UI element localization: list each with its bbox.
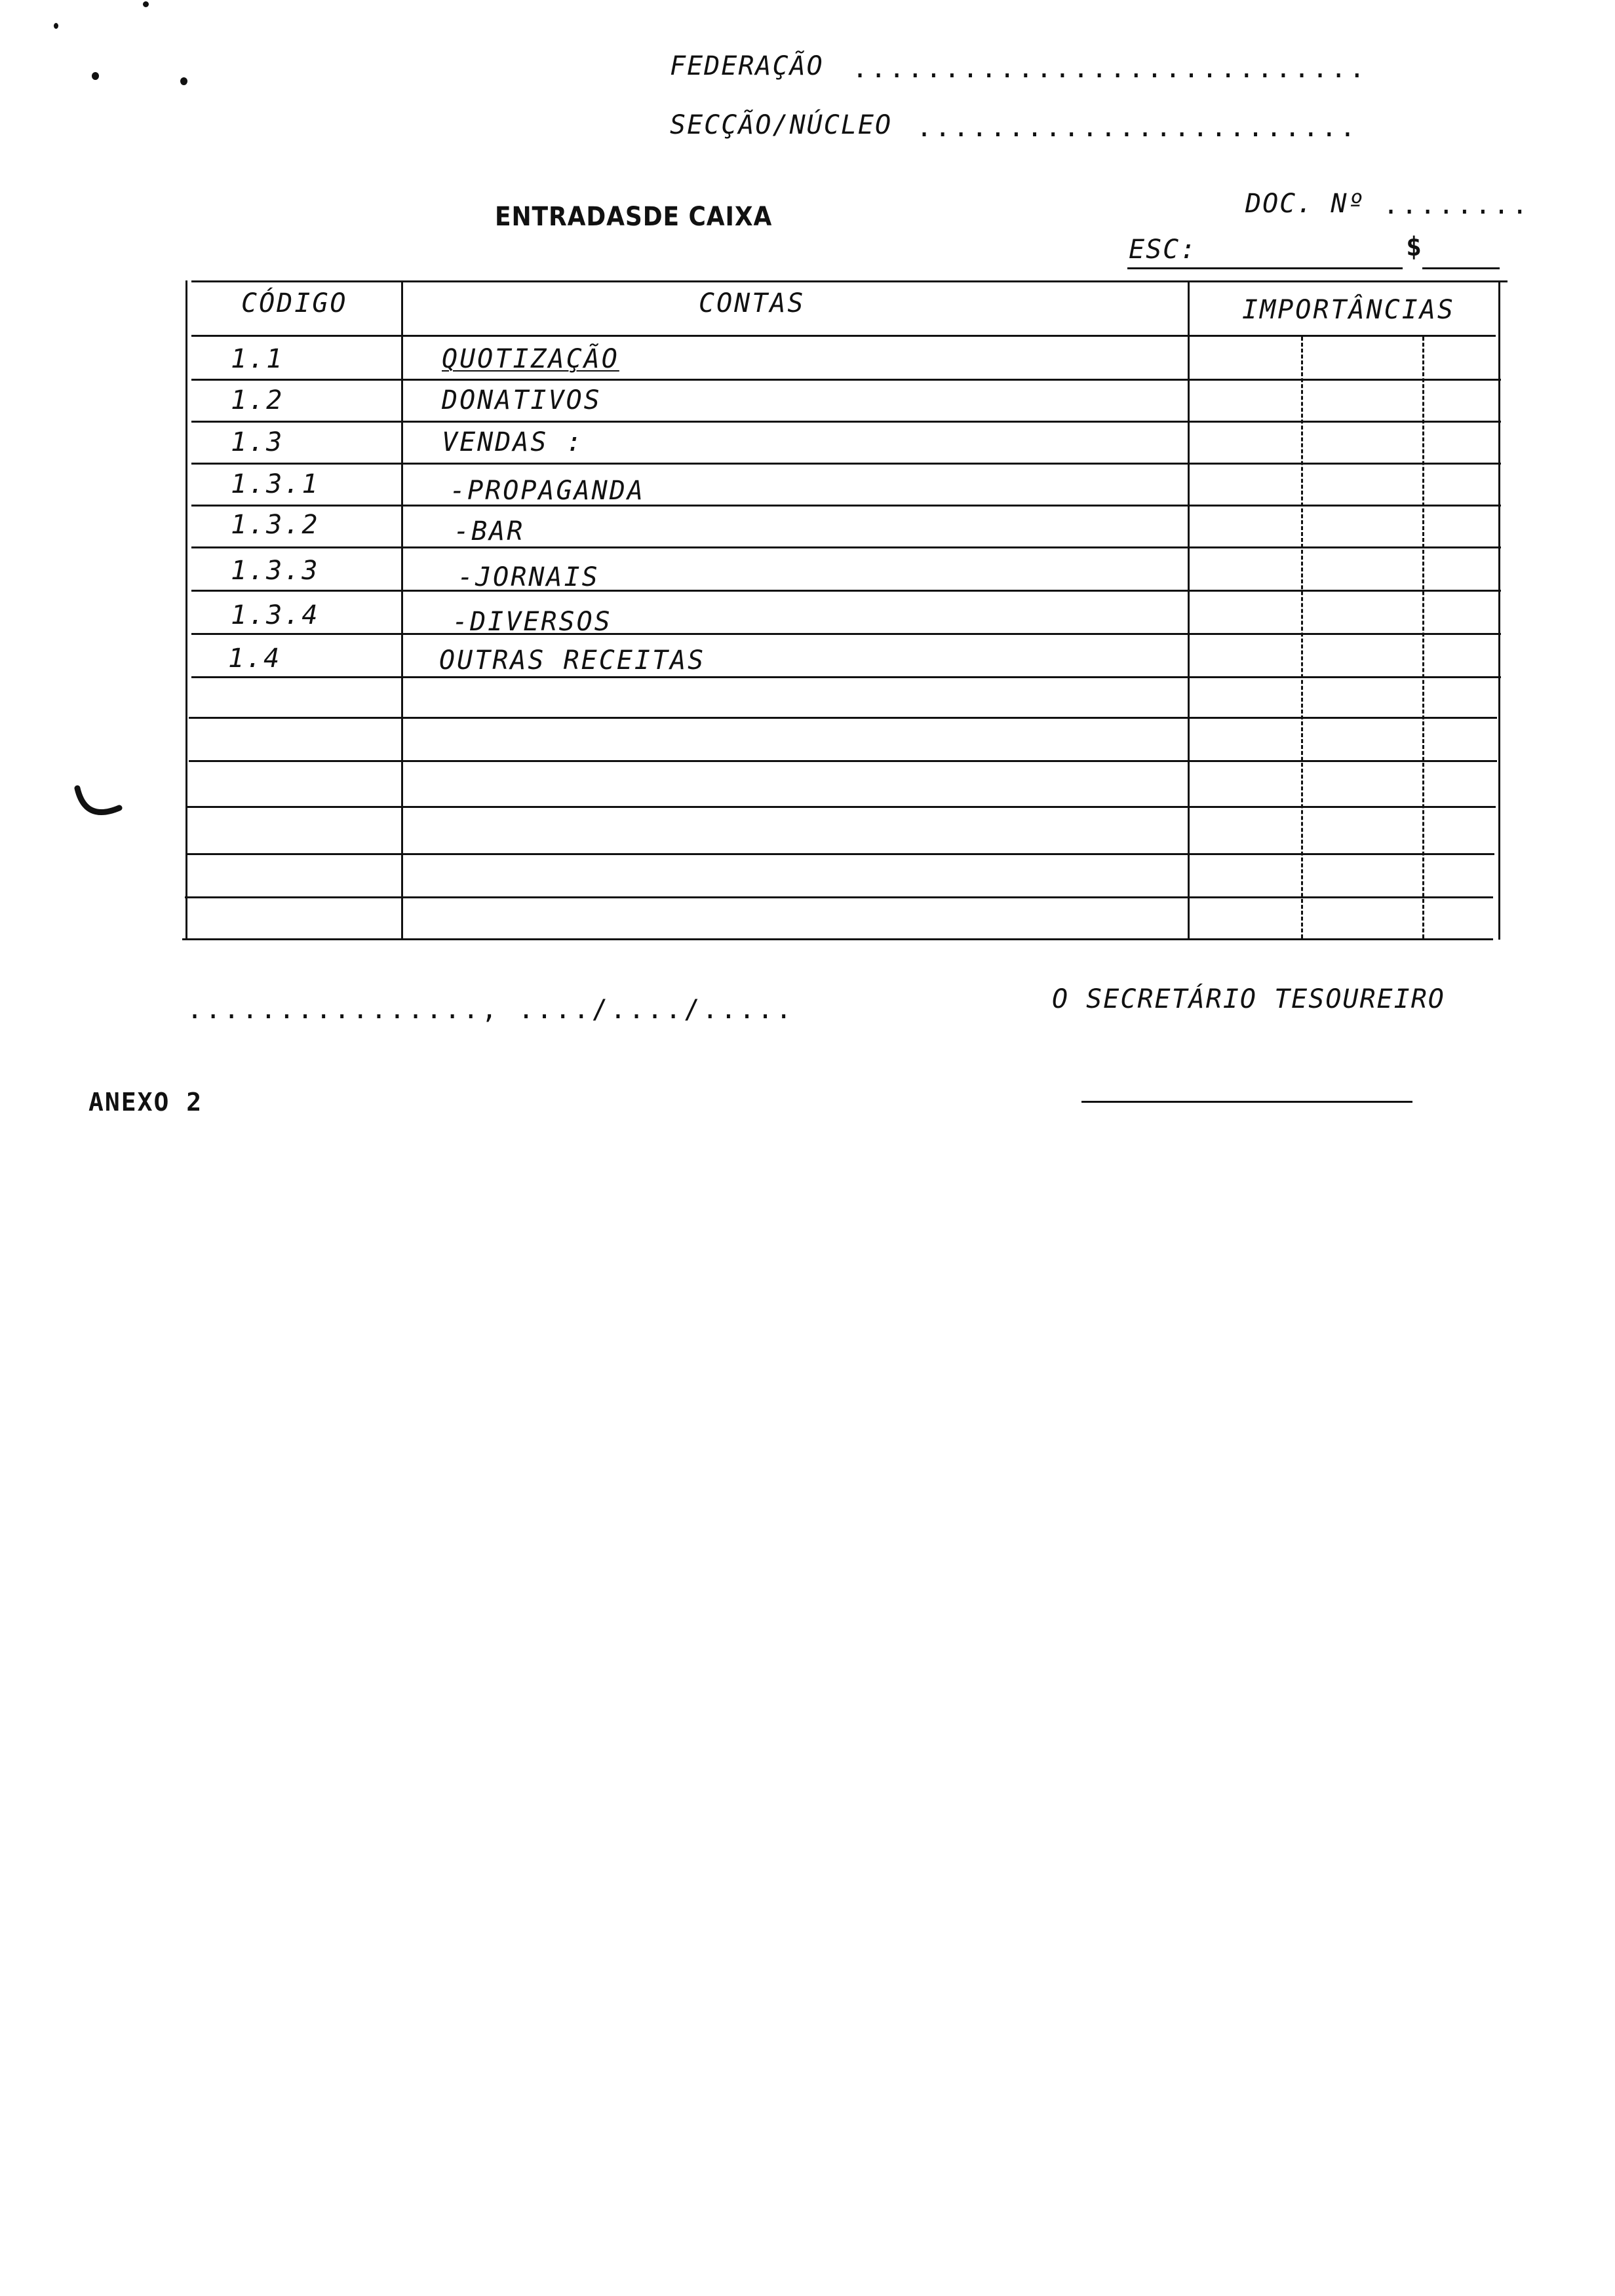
row-code: 1.3 [231,427,284,457]
table-left-border [185,280,187,940]
table-row-line [191,421,1501,423]
row-account: -JORNAIS [457,562,600,592]
signature-label: O SECRETÁRIO TESOUREIRO [1052,984,1445,1014]
row-code: 1.3.4 [231,600,320,630]
row-account: -DIVERSOS [452,607,612,637]
row-code: 1.2 [231,385,284,415]
importancias-dashed-divider-1 [1301,337,1303,938]
table-row-line [187,806,1496,808]
federacao-field[interactable]: ............................ [852,54,1368,84]
row-code: 1.4 [228,643,282,674]
doc-number-field[interactable]: ........ [1383,190,1530,220]
doc-number-label: DOC. Nº [1245,189,1365,219]
annex-label: ANEXO 2 [88,1088,203,1117]
table-row-line [189,760,1497,762]
table-top-border [191,280,1508,282]
table-row-line [191,676,1501,678]
row-account: VENDAS : [442,427,584,457]
row-code: 1.3.3 [231,556,320,586]
table-row-line [191,463,1501,465]
col-header-contas: CONTAS [699,288,806,318]
scan-speck [143,1,149,7]
table-row-line [191,590,1501,592]
esc-label: ESC: [1129,235,1197,265]
row-account: -PROPAGANDA [450,476,645,506]
esc-amount-line[interactable] [1127,267,1403,269]
signature-line[interactable] [1081,1101,1412,1103]
row-account: QUOTIZAÇÃO [442,344,619,374]
col-header-importancias: IMPORTÂNCIAS [1242,295,1455,325]
table-row-line [191,379,1501,381]
table-row-line [189,717,1497,719]
row-code: 1.3.1 [231,469,320,499]
seccao-field[interactable]: ........................ [916,113,1358,143]
federacao-label: FEDERAÇÃO [670,51,824,81]
row-account: -BAR [454,516,525,546]
row-account: DONATIVOS [442,385,602,415]
dollar-amount-line[interactable] [1422,267,1500,269]
col-header-codigo: CÓDIGO [241,288,348,318]
table-header-border [191,335,1496,337]
dollar-sign: $ [1406,232,1424,262]
row-code: 1.1 [231,344,284,374]
row-account: OUTRAS RECEITAS [439,645,706,676]
scan-speck [54,23,58,29]
table-row-line [191,546,1501,548]
table-row-line [185,896,1493,898]
scan-speck [92,72,99,80]
table-row-line [186,853,1494,855]
table-row-line [191,505,1501,507]
table-row-line [191,633,1501,635]
table-bottom-border [182,938,1493,940]
importancias-dashed-divider-2 [1422,337,1424,938]
seccao-label: SECÇÃO/NÚCLEO [670,110,893,140]
scan-speck [180,77,187,85]
row-code: 1.3.2 [231,510,320,540]
place-date-field[interactable]: ................, ..../..../..... [187,995,794,1025]
document-title: ENTRADASDE CAIXA [495,202,773,232]
hole-punch-mark [72,783,125,829]
